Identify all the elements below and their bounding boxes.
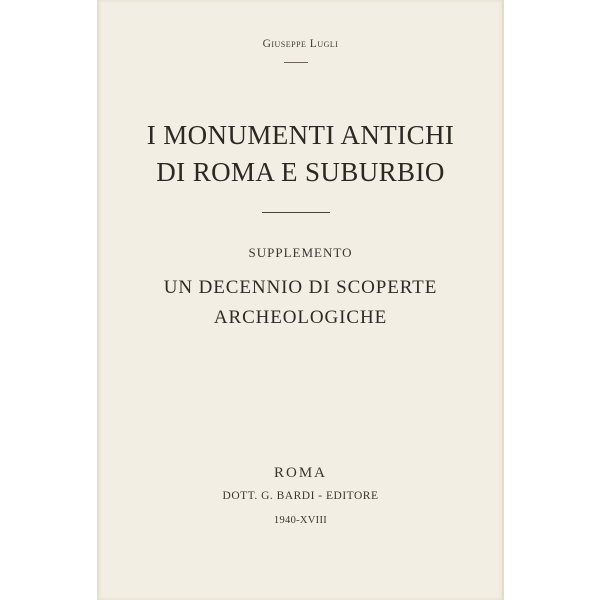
- author-name: Giuseppe Lugli: [262, 38, 339, 50]
- title-page: [97, 0, 504, 600]
- publication-city: ROMA: [273, 465, 327, 481]
- book-title-line-1: I MONUMENTI ANTICHI: [146, 120, 455, 150]
- subtitle-line-1: UN DECENNIO DI SCOPERTE: [163, 277, 438, 298]
- title-divider: [262, 212, 330, 213]
- subtitle-line-2: ARCHEOLOGICHE: [213, 307, 388, 328]
- publisher-name: DOTT. G. BARDI - EDITORE: [222, 490, 379, 502]
- author-divider: [284, 62, 308, 63]
- publication-year: 1940-XVIII: [273, 515, 328, 526]
- supplement-label: SUPPLEMENTO: [248, 245, 353, 260]
- page-edge-right: [502, 0, 504, 600]
- page-edge-left: [97, 0, 99, 600]
- book-title-line-2: DI ROMA E SUBURBIO: [156, 157, 445, 187]
